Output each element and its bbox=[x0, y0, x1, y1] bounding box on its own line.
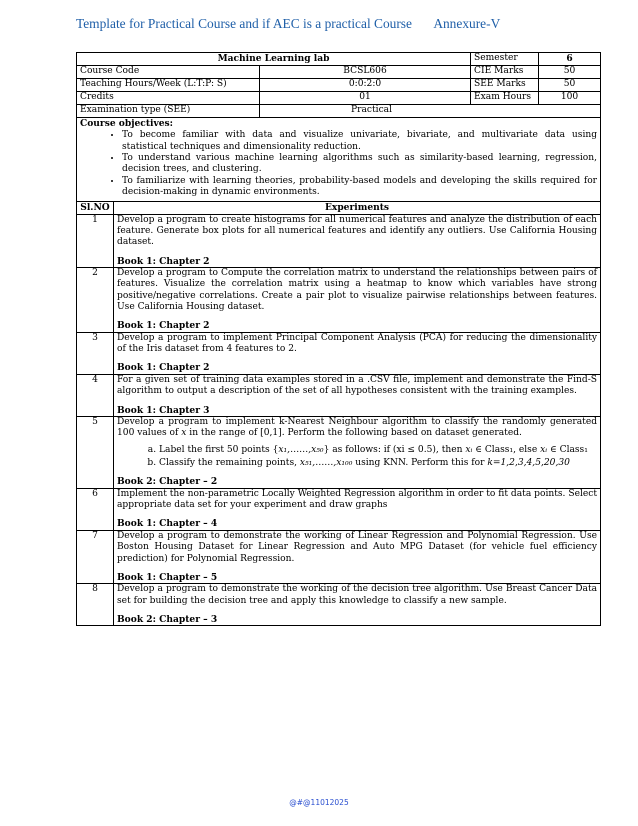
experiment-book: Book 1: Chapter – 4 bbox=[117, 518, 218, 530]
experiment-cell bbox=[114, 530, 601, 583]
experiment-row bbox=[77, 267, 601, 332]
experiment-cell bbox=[114, 416, 601, 488]
experiment-text: Develop a program to demonstrate the working of the decision tree algorithm. Use Breast Cancer Data set for building the decision tree and apply this knowledge to classify a new sample. bbox=[117, 584, 598, 606]
experiment-row bbox=[77, 416, 601, 488]
text-part: Label the first 50 points { bbox=[159, 444, 279, 455]
experiment-row bbox=[77, 332, 601, 374]
experiment-text: Develop a program to Compute the correlation matrix to understand the relationships between pairs of features. Visualize the correlation matrix using a heatmap to know which variables have strong positive/negative correlations. Create a pair plot to visualize pairwise relationships between features. Use California Housing dataset. bbox=[117, 267, 598, 313]
row-label: Course Code bbox=[77, 66, 260, 79]
experiment-no: 4 bbox=[77, 374, 114, 416]
experiment-row bbox=[77, 374, 601, 416]
semester-label: Semester bbox=[471, 53, 539, 66]
experiment-book: Book 1: Chapter 2 bbox=[117, 320, 210, 332]
text-part: ∈ Class₁ bbox=[547, 444, 588, 455]
text-var: k=1,2,3,4,5,20,30 bbox=[487, 457, 570, 468]
course-name: Machine Learning lab bbox=[77, 53, 471, 66]
text-part: in the range of [0,1]. Perform the following based on dataset generated. bbox=[186, 428, 522, 439]
text-var: xᵢ bbox=[465, 444, 473, 455]
semester-value: 6 bbox=[539, 53, 601, 66]
experiment-no: 8 bbox=[77, 584, 114, 626]
text-var: xᵢ bbox=[540, 444, 548, 455]
sub-task bbox=[159, 445, 597, 456]
text-var: x bbox=[181, 428, 187, 439]
experiment-book: Book 1: Chapter 3 bbox=[117, 404, 210, 416]
row-value: 0:0:2:0 bbox=[260, 79, 471, 92]
experiment-book: Book 1: Chapter 2 bbox=[117, 255, 210, 267]
objective-item: • To become familiar with data and visualize univariate, bivariate, and multivariate data using statistical techniques and dimensionality reduction. bbox=[122, 130, 597, 153]
page-header bbox=[76, 16, 500, 32]
template-title: Template for Practical Course and if AEC is a practical Course bbox=[76, 16, 412, 31]
experiment-row bbox=[77, 488, 601, 530]
sub-task bbox=[159, 458, 597, 469]
experiment-text: Develop a program to demonstrate the working of Linear Regression and Polynomial Regression. Use Boston Housing Dataset for Linear Regression and Auto MPG Dataset (for vehicle fuel efficiency prediction) for Polynomial Regression. bbox=[117, 530, 598, 564]
exam-type-row bbox=[77, 105, 601, 118]
row-right-value: 50 bbox=[539, 66, 601, 79]
objectives-title: Course objectives: bbox=[80, 118, 174, 129]
course-title-row bbox=[77, 53, 601, 66]
experiment-no: 3 bbox=[77, 332, 114, 374]
objectives-cell bbox=[77, 118, 601, 202]
experiment-no: 5 bbox=[77, 416, 114, 488]
page-footer: @#@11012025 bbox=[289, 798, 349, 807]
experiment-book: Book 1: Chapter – 5 bbox=[117, 571, 218, 583]
exam-type-value: Practical bbox=[260, 105, 601, 118]
experiment-text: Implement the non-parametric Locally Weighted Regression algorithm in order to fit data points. Select appropriate data set for your experiment and draw graphs bbox=[117, 488, 598, 511]
experiment-row bbox=[77, 584, 601, 626]
experiment-cell bbox=[114, 332, 601, 374]
exam-type-label: Examination type (SEE) bbox=[77, 105, 260, 118]
credits-row bbox=[77, 92, 601, 105]
col-header-experiments: Experiments bbox=[114, 201, 601, 214]
experiment-cell bbox=[114, 214, 601, 267]
experiment-cell bbox=[114, 584, 601, 626]
row-right-value: 50 bbox=[539, 79, 601, 92]
objective-item: • To understand various machine learning algorithms such as similarity-based learning, regression, decision trees, and clustering. bbox=[122, 153, 597, 176]
text-var: x₅₁,……,x₁₀₀ bbox=[299, 457, 353, 468]
experiments-header-row bbox=[77, 201, 601, 214]
teaching-hours-row bbox=[77, 79, 601, 92]
experiment-cell bbox=[114, 374, 601, 416]
experiment-text: For a given set of training data examples stored in a .CSV file, implement and demonstrate the Find-S algorithm to output a description of the set of all hypotheses consistent with the training examples. bbox=[117, 374, 598, 397]
course-table bbox=[76, 52, 601, 626]
experiment-row bbox=[77, 530, 601, 583]
row-value: BCSL606 bbox=[260, 66, 471, 79]
text-part: Classify the remaining points, bbox=[159, 457, 300, 468]
sub-task-list bbox=[117, 445, 597, 470]
row-right-value: 100 bbox=[539, 92, 601, 105]
experiment-text: Develop a program to implement Principal Component Analysis (PCA) for reducing the dimensionality of the Iris dataset from 4 features to 2. bbox=[117, 332, 598, 355]
experiment-text bbox=[117, 417, 597, 440]
experiment-no: 6 bbox=[77, 488, 114, 530]
text-part: Develop a program to implement k-Nearest Neighbour algorithm to classify the randomly generated 100 values of bbox=[117, 416, 598, 439]
text-part: ∈ Class₁, else bbox=[472, 444, 541, 455]
experiment-book: Book 2: Chapter – 3 bbox=[117, 613, 218, 625]
experiment-book: Book 2: Chapter – 2 bbox=[117, 476, 218, 488]
annexure-label: Annexure-V bbox=[433, 16, 501, 31]
objectives-row bbox=[77, 118, 601, 202]
row-label: Credits bbox=[77, 92, 260, 105]
text-part: } as follows: if (xi ≤ 0.5), then bbox=[323, 444, 466, 455]
experiment-no: 1 bbox=[77, 214, 114, 267]
row-right-label: Exam Hours bbox=[471, 92, 539, 105]
row-right-label: SEE Marks bbox=[471, 79, 539, 92]
course-code-row bbox=[77, 66, 601, 79]
experiment-cell bbox=[114, 267, 601, 332]
col-header-no: Sl.NO bbox=[77, 201, 114, 214]
experiment-text: Develop a program to create histograms for all numerical features and analyze the distribution of each feature. Generate box plots for all numerical features and identify any outliers. Use California Housing dataset. bbox=[117, 214, 598, 248]
experiment-cell bbox=[114, 488, 601, 530]
text-part: using KNN. Perform this for bbox=[352, 457, 488, 468]
row-label: Teaching Hours/Week (L:T:P: S) bbox=[77, 79, 260, 92]
experiment-book: Book 1: Chapter 2 bbox=[117, 362, 210, 374]
experiment-no: 7 bbox=[77, 530, 114, 583]
row-value: 01 bbox=[260, 92, 471, 105]
text-var: x₁,……,x₅₀ bbox=[278, 444, 324, 455]
experiment-no: 2 bbox=[77, 267, 114, 332]
row-right-label: CIE Marks bbox=[471, 66, 539, 79]
objectives-list bbox=[80, 130, 597, 198]
experiment-row bbox=[77, 214, 601, 267]
objective-item: • To familiarize with learning theories, probability-based models and developing the skills required for decision-making in dynamic environments. bbox=[122, 176, 597, 199]
